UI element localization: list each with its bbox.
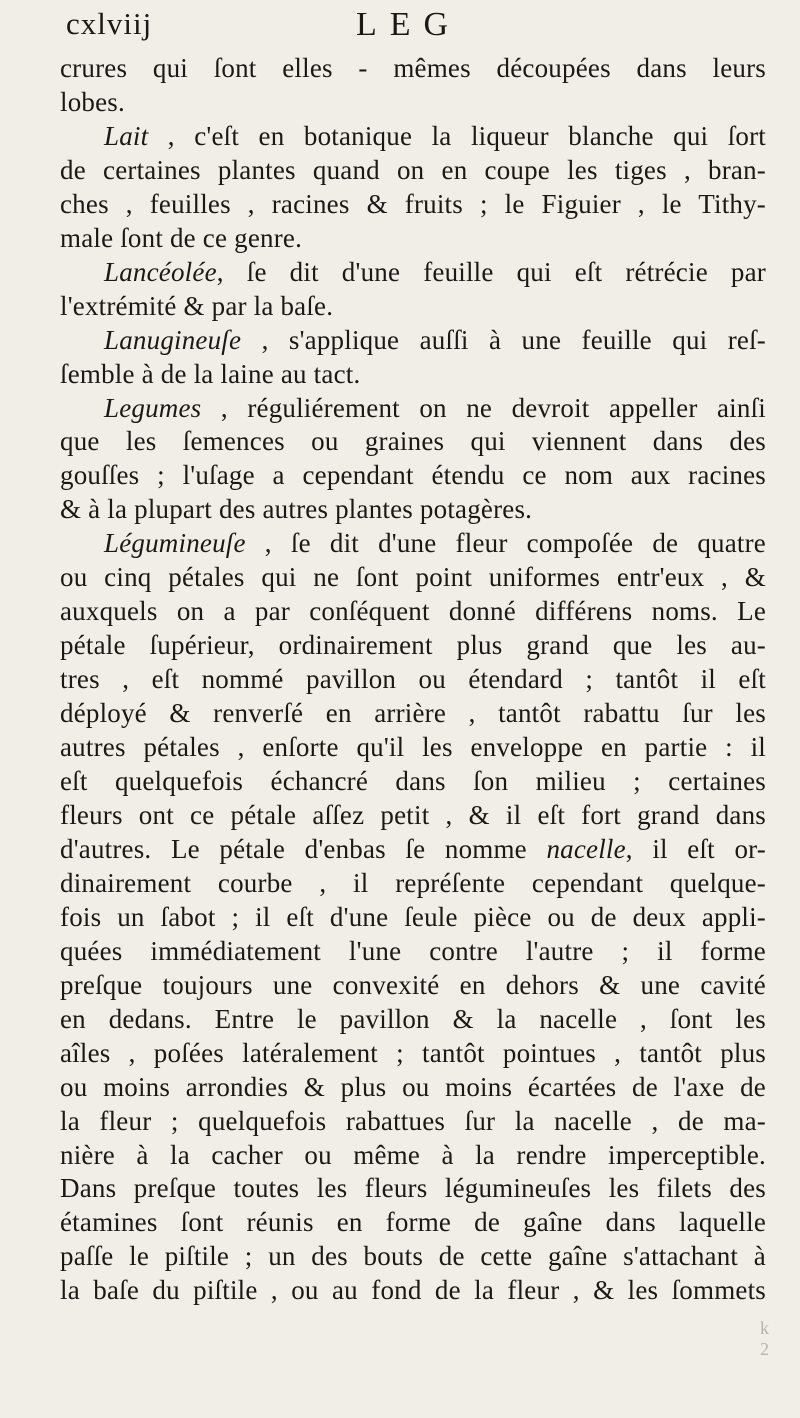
text-segment: ches , feuilles , racines & fruits ; le Figuier , le Tithy-: [60, 188, 766, 219]
text-segment: fois un ſabot ; il eſt d'une ſeule pièce ou de deux appli-: [60, 901, 766, 932]
text-segment: que les ſemences ou graines qui viennent dans des: [60, 426, 766, 457]
text-segment: quées immédiatement l'une contre l'autre ; il forme: [60, 935, 766, 966]
page-body-text: [60, 52, 766, 1308]
text-line: [60, 765, 766, 799]
text-segment: paſſe le piſtile ; un des bouts de cette gaîne s'attachant à: [60, 1241, 766, 1272]
text-segment: preſque toujours une convexité en dehors & une cavité: [60, 969, 766, 1000]
text-segment: en dedans. Entre le pavillon & la nacelle , ſont les: [60, 1003, 766, 1034]
text-segment: de certaines plantes quand on en coupe les tiges , bran-: [60, 154, 766, 185]
text-segment: Dans preſque toutes les fleurs légumineuſes les filets des: [60, 1173, 766, 1204]
text-segment: , il eſt or-: [625, 833, 766, 864]
text-line: [60, 629, 766, 663]
text-line: [60, 799, 766, 833]
text-segment: dinairement courbe , il repréſente cependant quelque-: [60, 867, 766, 898]
text-line: [60, 392, 766, 426]
text-line: [60, 120, 766, 154]
text-segment: tres , eſt nommé pavillon ou étendard ; tantôt il eſt: [60, 664, 766, 695]
text-line: [60, 459, 766, 493]
text-segment: aîles , poſées latéralement ; tantôt pointues , tantôt plus: [60, 1037, 766, 1068]
text-segment: gouſſes ; l'uſage a cependant étendu ce nom aux racines: [60, 460, 766, 491]
text-segment: , réguliérement on ne devroit appeller ainſi: [201, 392, 766, 423]
text-line: [60, 188, 766, 222]
text-line: [60, 86, 766, 120]
text-segment: & à la plupart des autres plantes potagères.: [60, 494, 533, 525]
text-line: [60, 663, 766, 697]
text-line: [60, 1274, 766, 1308]
text-line: [60, 901, 766, 935]
entry-term: nacelle: [546, 833, 626, 864]
text-segment: nière à la cacher ou même à la rendre imperceptible.: [60, 1139, 766, 1170]
signature-mark: k 2: [760, 1318, 769, 1359]
text-line: [60, 52, 766, 86]
entry-term: Lanugineuſe: [104, 324, 242, 355]
text-line: [60, 1003, 766, 1037]
text-line: [60, 256, 766, 290]
text-segment: pétale ſupérieur, ordinairement plus grand que les au-: [60, 630, 766, 661]
text-line: [60, 731, 766, 765]
text-segment: étamines ſont réunis en forme de gaîne dans laquelle: [60, 1207, 766, 1238]
text-segment: lobes.: [60, 86, 125, 117]
text-segment: déployé & renverſé en arrière , tantôt rabattu ſur les: [60, 698, 766, 729]
text-segment: , ſe dit d'une feuille qui eſt rétrécie par: [216, 256, 766, 287]
text-line: [60, 1139, 766, 1173]
text-line: [60, 935, 766, 969]
text-segment: autres pétales , enſorte qu'il les enveloppe en partie : il: [60, 732, 766, 763]
text-line: [60, 1037, 766, 1071]
text-segment: ſemble à de la laine au tact.: [60, 358, 361, 389]
text-line: [60, 1172, 766, 1206]
text-segment: l'extrémité & par la baſe.: [60, 290, 334, 321]
text-line: [60, 493, 766, 527]
text-segment: crures qui ſont elles - mêmes découpées dans leurs: [60, 53, 766, 83]
text-line: [60, 1206, 766, 1240]
text-line: [60, 1240, 766, 1274]
text-line: [60, 561, 766, 595]
text-line: [60, 154, 766, 188]
entry-term: Legumes: [104, 392, 202, 423]
page-header: [66, 6, 760, 52]
text-segment: la fleur ; quelquefois rabattues ſur la nacelle , de ma-: [60, 1105, 766, 1136]
text-segment: ou moins arrondies & plus ou moins écartées de l'axe de: [60, 1071, 766, 1102]
text-line: [60, 697, 766, 731]
text-segment: eſt quelquefois échancré dans ſon milieu ; certaines: [60, 766, 766, 797]
text-line: [60, 324, 766, 358]
page-number: cxlviij: [66, 6, 153, 41]
text-segment: , s'applique auſſi à une feuille qui reſ-: [241, 324, 766, 355]
text-line: [60, 358, 766, 392]
text-segment: auxquels on a par conſéquent donné différens noms. Le: [60, 596, 766, 627]
text-segment: male ſont de ce genre.: [60, 222, 303, 253]
text-line: [60, 595, 766, 629]
text-line: [60, 222, 766, 256]
entry-term: Légumineuſe: [104, 528, 246, 559]
text-line: [60, 833, 766, 867]
entry-term: Lancéolée: [104, 256, 217, 287]
text-segment: la baſe du piſtile , ou au fond de la fleur , & les ſommets: [60, 1275, 766, 1306]
text-line: [60, 867, 766, 901]
text-segment: ou cinq pétales qui ne ſont point uniformes entr'eux , &: [60, 562, 766, 593]
entry-term: Lait: [104, 120, 149, 151]
text-line: [60, 969, 766, 1003]
text-segment: , ſe dit d'une fleur compoſée de quatre: [245, 528, 766, 559]
text-line: [60, 527, 766, 561]
text-line: [60, 1071, 766, 1105]
text-segment: d'autres. Le pétale d'enbas ſe nomme: [60, 833, 547, 864]
text-line: [60, 425, 766, 459]
text-segment: , c'eſt en botanique la liqueur blanche qui ſort: [148, 120, 766, 151]
text-segment: fleurs ont ce pétale aſſez petit , & il eſt fort grand dans: [60, 799, 766, 830]
text-line: [60, 290, 766, 324]
text-line: [60, 1105, 766, 1139]
running-head: LEG: [356, 6, 462, 43]
page-footer: [110, 1318, 769, 1359]
